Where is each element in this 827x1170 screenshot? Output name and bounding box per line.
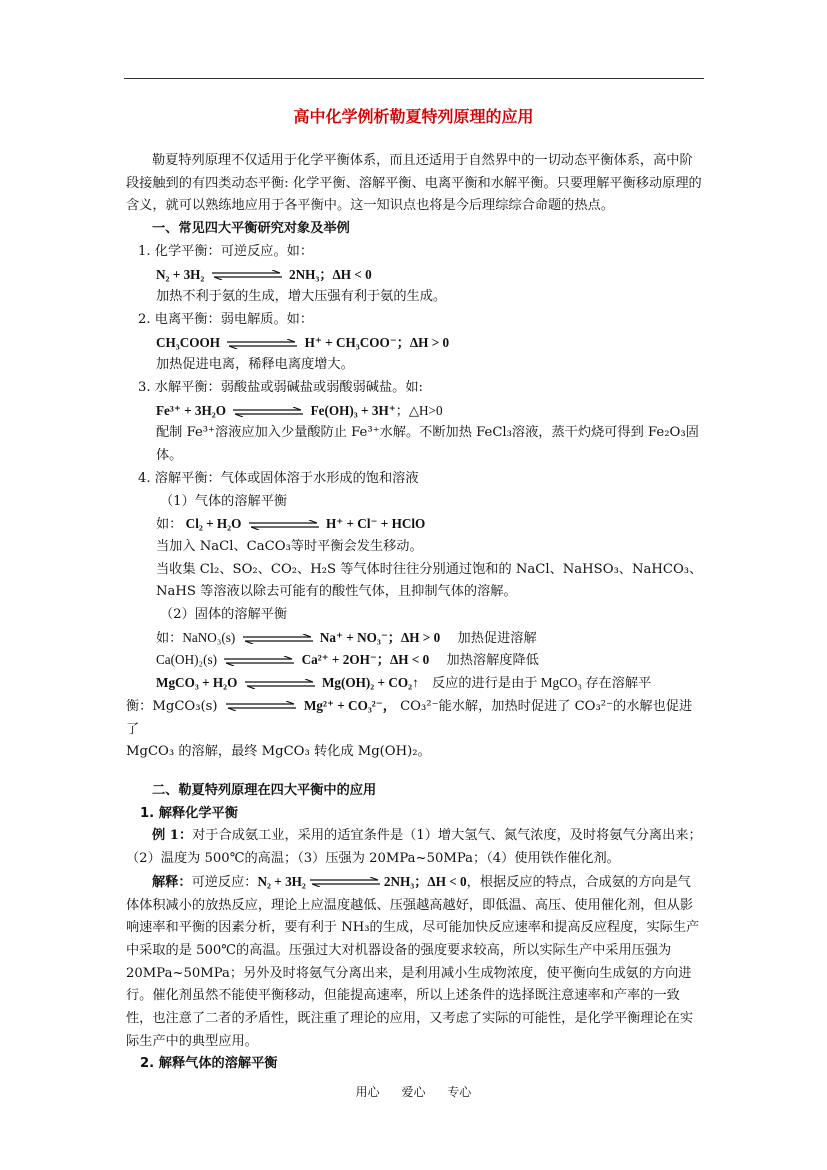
spacer xyxy=(126,764,704,780)
eq7-right: Mg(OH)₂ + CO₂↑ xyxy=(321,675,419,691)
header-rule xyxy=(124,78,704,79)
equation-3 xyxy=(126,400,704,423)
equilibrium-arrow-icon xyxy=(226,701,296,711)
solution xyxy=(126,871,704,1054)
equation-4 xyxy=(126,513,704,536)
section1-heading: 一、常见四大平衡研究对象及举例 xyxy=(152,221,350,237)
sol-eq-left: N₂ + 3H₂ xyxy=(257,873,306,889)
equation-8 xyxy=(126,695,704,741)
example-text: 对于合成氨工业，采用的适宜条件是（1）增大氢气、氮气浓度，及时将氨气分离出来；（2）温度为 500℃的高温；（3）压强为 20MPa~50MPa；（4）使用铁作催化剂。 xyxy=(126,828,702,867)
section2-sub1: 1. 解释化学平衡 xyxy=(140,805,238,821)
eq6-right: Ca²⁺ + 2OH⁻；ΔH < 0 xyxy=(301,652,430,668)
note-3: 配制 Fe³⁺溶液应加入少量酸防止 Fe³⁺水解。不断加热 FeCl₃溶液，蒸干灼烧可得到 Fe₂O₃固体。 xyxy=(156,425,699,464)
eq1-right: 2NH₃；ΔH < 0 xyxy=(289,266,372,282)
eq7-left: MgCO₃ + H₂O xyxy=(156,675,238,691)
item-chemical-equilibrium: 1. 化学平衡：可逆反应。如： xyxy=(138,243,314,259)
item-hydrolysis-equilibrium: 3. 水解平衡：弱酸盐或弱碱盐或弱酸弱碱盐。如: xyxy=(138,380,423,396)
eq3-tail: ；△H>0 xyxy=(395,402,443,418)
example-1 xyxy=(126,825,704,870)
eq8-prefix: 衡：MgCO₃(s) xyxy=(126,698,218,714)
solution-text: ，根据反应的特点，合成氨的方向是气体体积减小的放热反应，理论上应温度越低、压强越高越好，即低温、高压、使用催化剂，但从影响速率和平衡的因素分析，要有利于 NH₃的生成，尽可能加快反应速率和提高反应程度，实际生产中采取的是 500℃的高温。压强过大对机器设备的强度要求较高，所以实际生产中采用压强为 20MPa~50MPa；另外及时将氨气分离出来，是利用减小生成物浓度，使平衡向生成氨的方向进行。催化剂虽然不能使平衡移动，但能提高速率，所以上述条件的选择既注意速率和产率的一致性，也注意了二者的矛盾性，既注重了理论的应用，又考虑了实际的可能性，是化学平衡理论在实际生产中的典型应用。 xyxy=(126,874,700,1049)
eq3-right: Fe(OH)₃ + 3H⁺ xyxy=(310,402,396,418)
equation-5 xyxy=(126,627,704,650)
note-5: MgCO₃ 的溶解，最终 MgCO₃ 转化成 Mg(OH)₂。 xyxy=(126,744,431,760)
document-body xyxy=(126,150,704,1076)
item-ionization-equilibrium: 2. 电离平衡：弱电解质。如： xyxy=(138,311,314,327)
note-2: 加热促进电离，稀释电离度增大。 xyxy=(156,357,354,373)
note-4a: 当加入 NaCl、CaCO₃等时平衡会发生移动。 xyxy=(156,538,423,554)
eq6-tail: 加热溶解度降低 xyxy=(446,652,539,668)
equilibrium-arrow-icon xyxy=(224,656,294,666)
eq8-right: Mg²⁺ + CO₃²⁻， xyxy=(303,697,396,713)
eq5-prefix: 如：NaNO₃(s) xyxy=(156,629,236,645)
equation-6 xyxy=(126,649,704,672)
solution-prefix: 可逆反应： xyxy=(191,874,258,890)
equilibrium-arrow-icon xyxy=(310,877,380,887)
section2-sub2: 2. 解释气体的溶解平衡 xyxy=(140,1056,278,1072)
eq4-prefix: 如： xyxy=(156,516,183,532)
equation-2 xyxy=(126,332,704,355)
eq1-left: N₂ + 3H₂ xyxy=(156,266,205,282)
eq5-tail: 加热促进溶解 xyxy=(457,629,537,645)
equilibrium-arrow-icon xyxy=(249,520,319,530)
example-label: 例 1： xyxy=(152,828,193,844)
equilibrium-arrow-icon xyxy=(233,407,303,417)
equation-1 xyxy=(126,264,704,287)
eq7-tail: 反应的进行是由于 MgCO₃ 存在溶解平 xyxy=(431,675,652,691)
section2-heading: 二、勒夏特列原理在四大平衡中的应用 xyxy=(152,782,377,798)
eq6-prefix: Ca(OH)₂(s) xyxy=(156,652,217,668)
eq3-left: Fe³⁺ + 3H₂O xyxy=(156,402,226,418)
equilibrium-arrow-icon xyxy=(243,634,313,644)
note-4b: 当收集 Cl₂、SO₂、CO₂、H₂S 等气体时往往分别通过饱和的 NaCl、NaHSO₃、NaHCO₃、NaHS 等溶液以除去可能有的酸性气体，且抑制气体的溶解。 xyxy=(156,561,703,600)
eq8-tail: CO₃²⁻能水解，加热时促进了 CO₃²⁻的水解也促进了 xyxy=(126,698,693,737)
eq5-right: Na⁺ + NO₃⁻；ΔH > 0 xyxy=(319,629,441,645)
eq2-left: CH₃COOH xyxy=(156,334,221,350)
subitem-gas-dissolution: （1）气体的溶解平衡 xyxy=(160,493,288,509)
intro-paragraph: 勒夏特列原理不仅适用于化学平衡体系，而且还适用于自然界中的一切动态平衡体系，高中阶段接触到的有四类动态平衡: 化学平衡、溶解平衡、电离平衡和水解平衡。只要理解平衡移动原理的含义，就可以熟练地应用于各平衡中。这一知识点也将是今后理综综合命题的热点。 xyxy=(126,153,702,214)
equilibrium-arrow-icon xyxy=(245,679,315,689)
equation-7 xyxy=(126,672,704,695)
item-dissolution-equilibrium: 4. 溶解平衡：气体或固体溶于水形成的饱和溶液 xyxy=(138,470,419,486)
eq4-right: H⁺ + Cl⁻ + HClO xyxy=(325,516,426,532)
equilibrium-arrow-icon xyxy=(227,339,297,349)
document-title: 高中化学例析勒夏特列原理的应用 xyxy=(293,107,534,126)
eq4-left: Cl₂ + H₂O xyxy=(185,516,242,532)
page-footer: 用心 爱心 专心 xyxy=(355,1085,472,1099)
solution-label: 解释： xyxy=(152,874,192,890)
equilibrium-arrow-icon xyxy=(212,270,282,280)
note-1: 加热不利于氨的生成，增大压强有利于氨的生成。 xyxy=(156,289,447,305)
eq2-right: H⁺ + CH₃COO⁻；ΔH > 0 xyxy=(304,334,450,350)
sol-eq-right: 2NH₃；ΔH < 0 xyxy=(383,873,467,889)
subitem-solid-dissolution: （2）固体的溶解平衡 xyxy=(160,607,288,623)
